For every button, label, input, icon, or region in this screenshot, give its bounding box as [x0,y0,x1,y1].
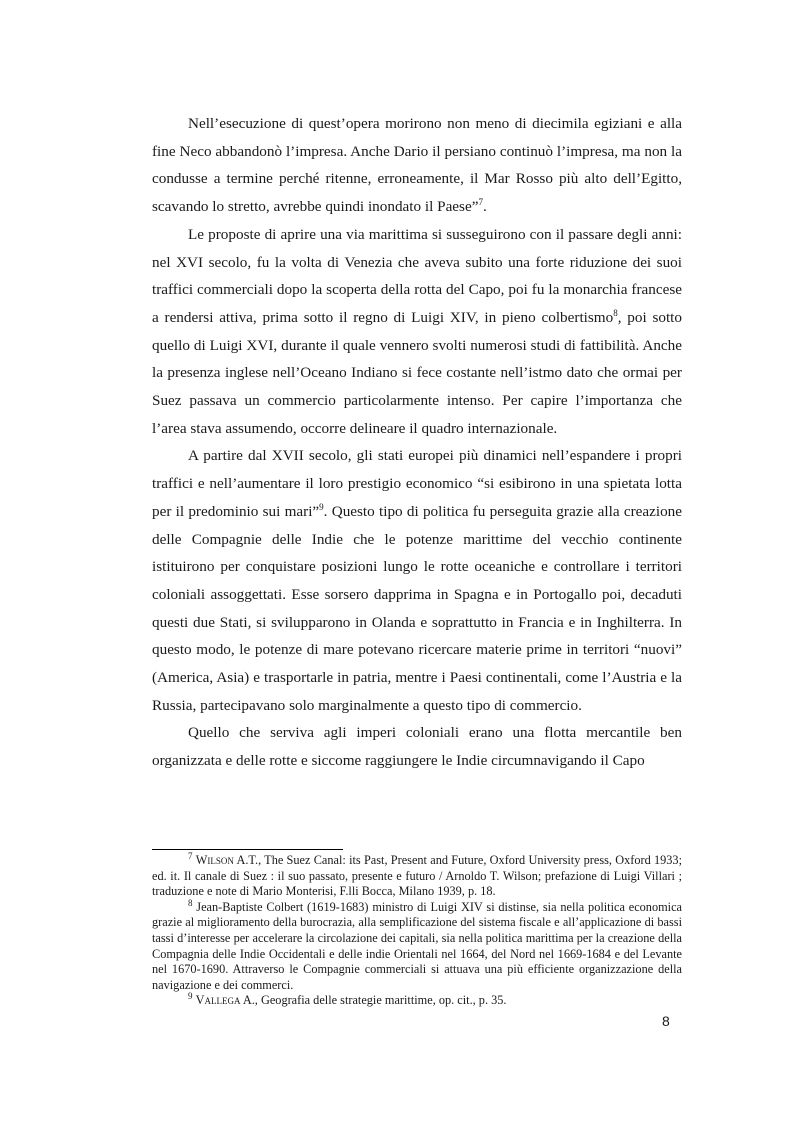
footnote-separator [152,849,343,850]
note-reference: 8 [188,897,193,908]
paragraph: Nell’esecuzione di quest’opera morirono non meno di diecimila egiziani e alla fine Neco abbandonò l’impresa. Anche Dario il persiano continuò l’impresa, ma non la condusse a termine perché ritenne, erroneamente, il Mar Rosso più alto dell’Egitto, scavando lo stretto, avrebbe quindi inondato il Paese”$^7$. [152,115,682,216]
footnote: $^7$ Wilson A.T., The Suez Canal: its Past, Present and Future, Oxford University press, Oxford 1933; ed. it. Il canale di Suez : il suo passato, presente e futuro / Arnoldo T. Wilson; prefazione di Luigi Villari ; traduzione e note di Mario Monterisi, F.lli Bocca, Milano 1939, p. 18. [152,850,682,899]
note-reference: 7 [188,850,193,861]
note-reference: 7 [478,197,483,208]
author-name: Wilson [195,853,234,867]
footnotes [152,850,682,1009]
main-text [152,110,682,775]
paragraph: A partire dal XVII secolo, gli stati europei più dinamici nell’espandere i propri traffici e nell’aumentare il loro prestigio economico “si esibirono in una spietata lotta per il predominio sui mari”$^9$. Questo tipo di politica fu perseguita grazie alla creazione delle Compagnie delle Indie che le potenze marittime del vecchio continente istituirono per conquistare posizioni lungo le rotte oceaniche e controllare i territori coloniali assoggettati. Esse sorsero dapprima in Spagna e in Portogallo poi, decaduti questi due Stati, si svilupparono in Olanda e soprattutto in Francia e in Inghilterra. In questo modo, le potenze di mare potevano ricercare materie prime in territori “nuovi” (America, Asia) e trasportarle in patria, mentre i Paesi continentali, come l’Austria e la Russia, partecipavano solo marginalmente a questo tipo di commercio. [152,447,683,714]
paragraph: Le proposte di aprire una via marittima si susseguirono con il passare degli anni: nel XVI secolo, fu la volta di Venezia che aveva subito una forte riduzione dei suoi traffici commerciali dopo la scoperta della rotta del Capo, poi fu la monarchia francese a rendersi attiva, prima sotto il regno di Luigi XIV, in pieno colbertismo$^8$, poi sotto quello di Luigi XVI, durante il quale vennero svolti numerosi studi di fattibilità. Anche la presenza inglese nell’Oceano Indiano si fece costante nell’istmo dato che ormai per Suez passava un commercio particolarmente intenso. Per capire l’importanza che l’area stava assumendo, occorre delineare il quadro internazionale. [152,225,682,437]
note-reference: 9 [319,501,324,512]
footnote: $^9$ Vallega A., Geografia delle strategie marittime, op. cit., p. 35. [188,991,507,1008]
note-reference: 8 [613,307,618,318]
page-number: 8 [662,1013,670,1029]
author-name: Vallega [195,993,241,1008]
footnote: $^8$ Jean-Baptiste Colbert (1619-1683) ministro di Luigi XIV si distinse, sia nella politica economica grazie al miglioramento della burocrazia, alla semplificazione del sistema fiscale e all’applicazione di bassi tassi d’interesse per accelerare la circolazione dei capitali, sia nella politica marittima per la creazione della Compagnia delle Indie Occidentali e delle indie Orientali nel 1664, del Nord nel 1669-1684 e del Levante nel 1670-1690. Attraverso le Compagnie commerciali si attuava una più efficiente organizzazione della navigazione e dei commerci. [152,897,682,992]
paragraph: Quello che serviva agli imperi coloniali erano una flotta mercantile ben organizzata e delle rotte e siccome raggiungere le Indie circumnavigando il Capo [152,724,682,770]
note-reference: 9 [188,991,193,1002]
